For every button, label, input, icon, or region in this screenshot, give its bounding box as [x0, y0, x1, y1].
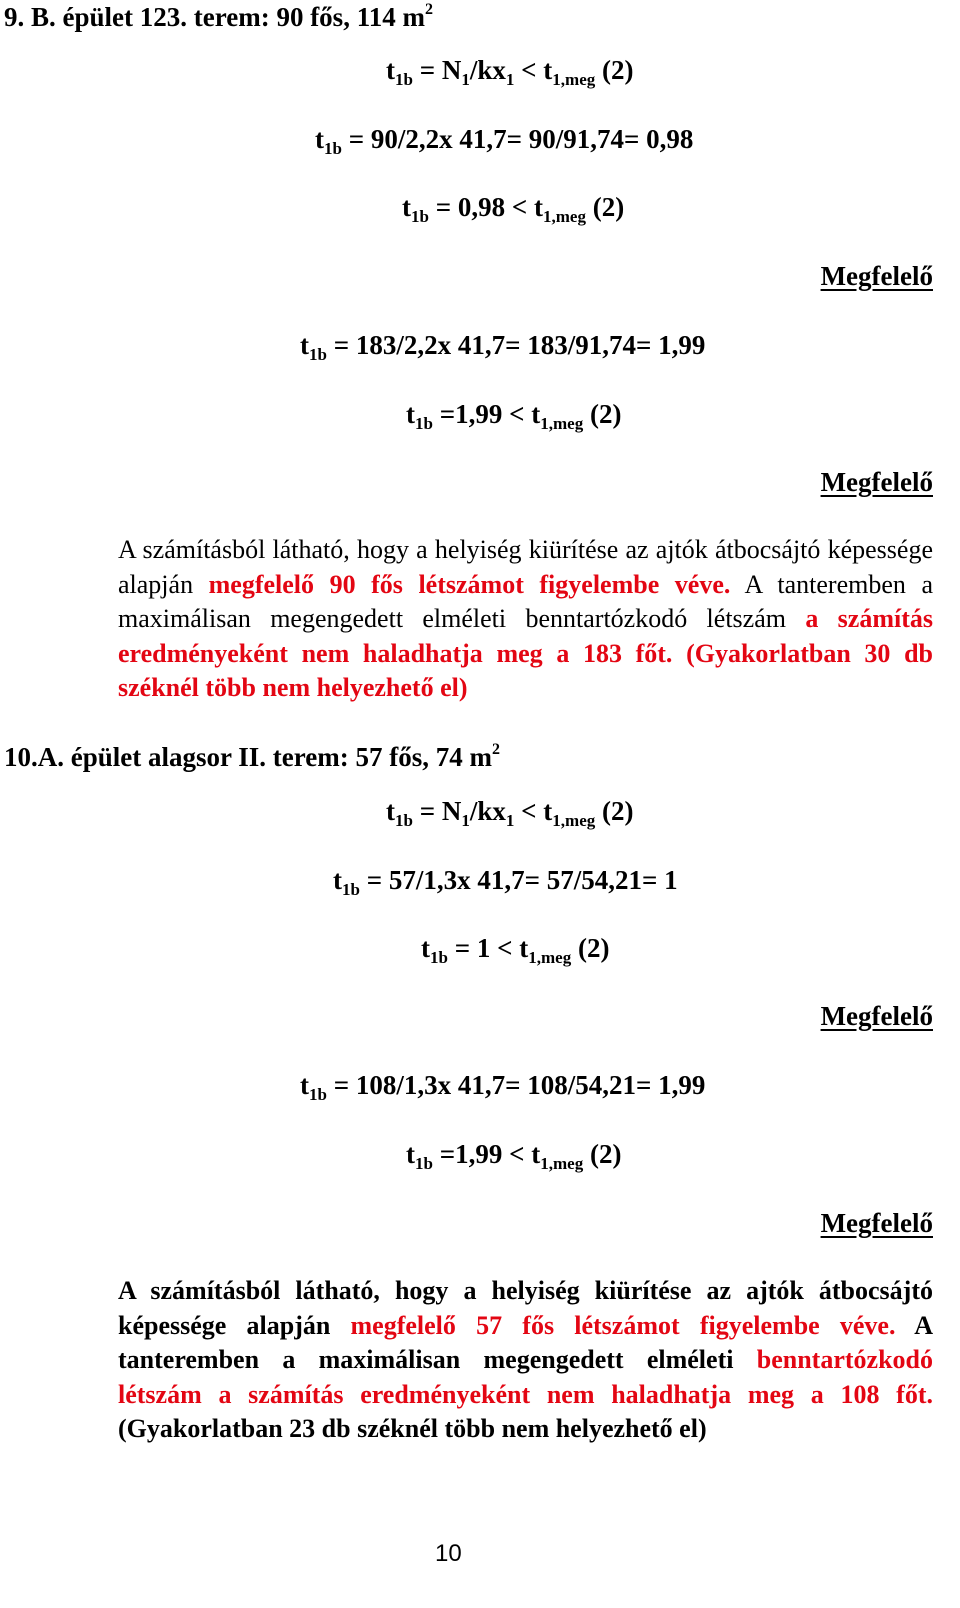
equation-check-2: $t_{1b} =1,99 < t_{1,meg}$ (2) [406, 1139, 622, 1173]
heading-text: 9. B. épület 123. terem: 90 fős, 114 m [4, 2, 425, 32]
section-10-conclusion: A számításból látható, hogy a helyiség kiürítése az ajtók átbocsájtó képessége alapján megfelelő 57 fős létszámot figyelembe véve. A tanteremben a maximálisan megengedett elméleti benntartózkodó létszám a számítás eredményeként nem haladhatja meg a 108 főt. (Gyakorlatban 23 db széknél több nem helyezhető el) [118, 1276, 934, 1444]
result-label: Megfelelő [820, 467, 933, 497]
equation-calc-2: $t_{1b} = 108/1,3x$ 41,7= 108/54,21= 1,99 [300, 1070, 706, 1104]
equation-check-2: $t_{1b} =1,99 < t_{1,meg}$ (2) [406, 399, 622, 433]
result-label: Megfelelő [820, 1208, 933, 1238]
heading-superscript: 2 [491, 741, 500, 758]
section-9-conclusion: A számításból látható, hogy a helyiség kiürítése az ajtók átbocsájtó képessége alapján megfelelő 90 fős létszámot figyelembe véve. A tanteremben a maximálisan megengedett elméleti benntartózkodó létszám a számítás eredményeként nem haladhatja meg a 183 főt. (Gyakorlatban 30 db széknél több nem helyezhető el) [118, 535, 933, 703]
heading-text: 10.A. épület alagsor II. terem: 57 fős, 74 m [4, 742, 492, 772]
heading-superscript: 2 [424, 1, 433, 18]
result-label: Megfelelő [820, 1001, 933, 1031]
page-number: 10 [435, 1540, 462, 1567]
equation-formula: $t_{1b} = N_1/kx_1 < t_{1,meg}$ (2) [386, 796, 634, 830]
result-label: Megfelelő [820, 261, 933, 291]
equation-calc-2: $t_{1b} = 183/2,2x$ 41,7= 183/91,74= 1,99 [300, 330, 706, 364]
equation-calc-1: $t_{1b} = 90/2,2x$ 41,7= 90/91,74= 0,98 [315, 124, 694, 158]
equation-formula: $t_{1b} = N_1/kx_1 < t_{1,meg}$ (2) [386, 55, 634, 89]
equation-calc-1: $t_{1b} = 57/1,3x$ 41,7= 57/54,21= 1 [333, 865, 678, 899]
section-10-heading [4, 742, 500, 773]
equation-check-1: $t_{1b} = 1 < t_{1,meg}$ (2) [421, 933, 610, 967]
section-9-heading [4, 2, 433, 33]
equation-check-1: $t_{1b} = 0,98 < t_{1,meg}$ (2) [402, 192, 625, 226]
